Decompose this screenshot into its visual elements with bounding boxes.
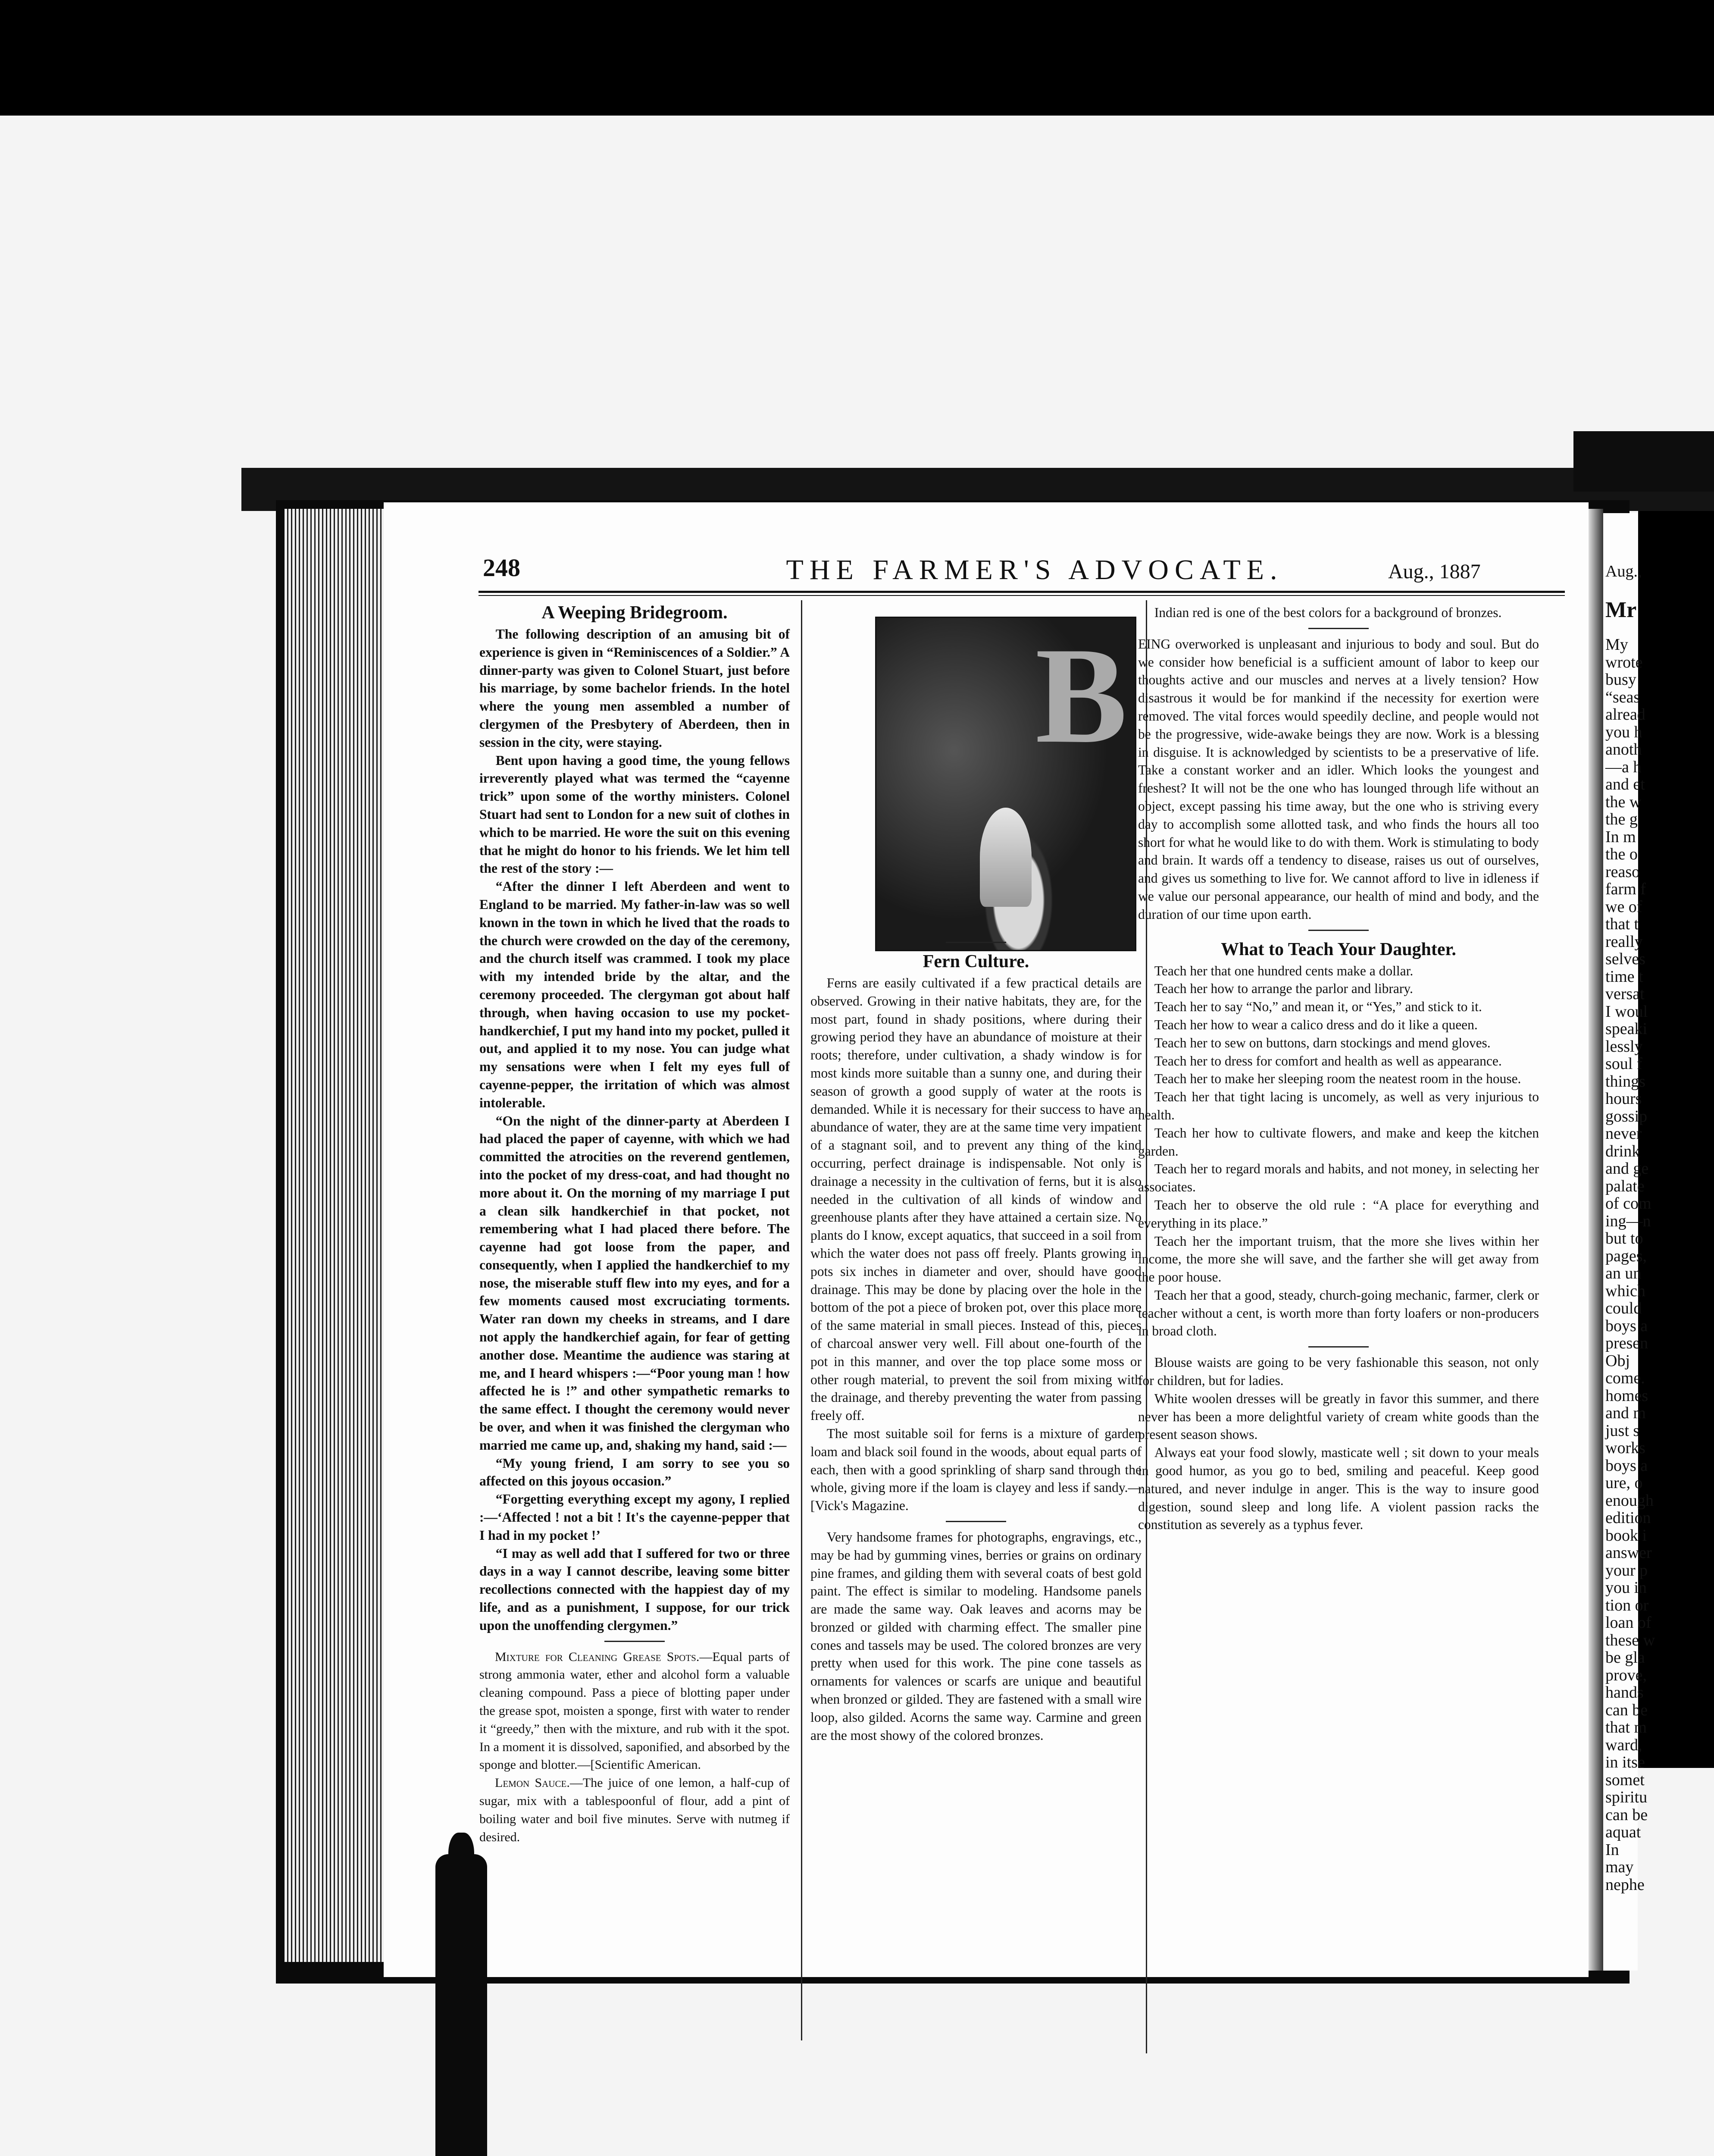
separator <box>946 1521 1006 1522</box>
right-page-fragment: come. <box>1605 1369 1645 1387</box>
right-page-fragment: palate <box>1605 1177 1645 1195</box>
column-1 <box>479 600 790 1846</box>
book-gutter <box>1589 509 1603 1971</box>
right-page-fragment: In <box>1605 1840 1619 1859</box>
right-page-fragment: works <box>1605 1439 1645 1457</box>
right-page-fragment: hands <box>1605 1683 1644 1702</box>
right-page-fragment: loan of <box>1605 1614 1651 1632</box>
fern-body <box>810 974 1142 1515</box>
right-page-fragment: gossip <box>1605 1107 1648 1125</box>
list-item: Teach her that a good, steady, church-going mechanic, farmer, clerk or teacher without a cent, is worth more than forty loafers or non-producers in broad cloth. <box>1138 1287 1539 1339</box>
right-page-fragment: versat <box>1605 985 1645 1003</box>
list-item: Teach her to make her sleeping room the neatest room in the house. <box>1154 1071 1521 1087</box>
right-page-fragment: lessly <box>1605 1037 1643 1056</box>
right-page-fragment: we of <box>1605 897 1642 916</box>
right-page-fragment: “seas <box>1605 688 1640 706</box>
right-page-fragment: anoth <box>1605 740 1642 758</box>
list-item: Teach her that one hundred cents make a dollar. <box>1154 963 1414 978</box>
header-rule-thin <box>479 595 1565 596</box>
right-page-fragment: somet <box>1605 1771 1645 1789</box>
right-page-fragment: could <box>1605 1299 1642 1317</box>
daughter-title: What to Teach Your Daughter. <box>1221 939 1456 959</box>
right-page-fragment: boys a <box>1605 1316 1648 1335</box>
daughter-list <box>1138 962 1539 1341</box>
right-page-fragment: you h <box>1605 723 1642 741</box>
work-text: EING overworked is unpleasant and injurious to body and soul. But do we consider how beneficial is a sufficient amount of labor to keep our thoughts active and our muscles and nerves at a lively tension? How disastrous it would be for mankind if the necessity for exertion were removed. The vital forces would speedily decline, and people would not be the progressive, wide-awake beings they are now. Work is a blessing in disguise. It is acknowledged by scientists to be a preservative of life. Take a constant worker and an idler. Which looks the youngest and freshest? It will not be the one who has lounged through life without an object, except passing his time away, but the one who is striving every day to accomplish some allotted task, and who finds the hours all too short for what he would like to do with them. Work is stimulating to body and brain. It wards off a tendency to disease, raises us out of ourselves, and gives us something to live for. We cannot afford to live in idleness if we value our personal appearance, our health of mind and body, and the duration of our time upon earth. <box>1138 636 1539 922</box>
clip <box>435 1854 487 2156</box>
right-page-fragment: of com <box>1605 1194 1651 1213</box>
right-page-fragment: —a h <box>1605 758 1642 776</box>
right-page-fragment: can be <box>1605 1805 1648 1824</box>
blouse-text: Blouse waists are going to be very fashionable this season, not only for children, but for ladies. <box>1138 1355 1539 1388</box>
right-page-fragment: edition <box>1605 1509 1651 1527</box>
list-item: Teach her to say “No,” and mean it, or “Yes,” and stick to it. <box>1154 999 1482 1015</box>
paragraph: “On the night of the dinner-party at Aberdeen I had placed the paper of cayenne, with which we had committed the atrocities on the reverend gentlemen, into the pocket of my dress-coat, and had thought no more about it. On the morning of my marriage I put a clean silk handkerchief in that pocket, not remembering what I had placed there before. The cayenne had got loose from the paper, and consequently, when I applied the handkerchief to my nose, the miserable stuff flew into my eyes, and for a few moments caused most excruciating torments. Water ran down my cheeks in streams, and I dare not apply the handkerchief again, for fear of getting another dose. Meantime the audience was staring at me, and I heard whispers :—“Poor young man ! how affected he is !” and other sympathetic remarks to the same effect. I thought the ceremony would never be over, and when it was finished the clergyman who married me came up, and, shaking my hand, said :— <box>479 1113 790 1453</box>
right-page-fragment: ing—n <box>1605 1212 1651 1230</box>
right-page-fragment: alread <box>1605 705 1645 724</box>
separator <box>604 1641 665 1642</box>
right-page-fragment: aquat <box>1605 1823 1641 1841</box>
page-number: 248 <box>483 554 520 582</box>
right-page-fragment: Obj <box>1605 1351 1630 1370</box>
right-page-fragment: ure, o <box>1605 1474 1643 1492</box>
issue-date: Aug., 1887 <box>1388 560 1481 583</box>
right-page-fragment: In m <box>1605 827 1636 846</box>
list-item: Teach her that tight lacing is uncomely, as well as very injurious to health. <box>1138 1089 1539 1122</box>
frames-text: Very handsome frames for photographs, engravings, etc., may be had by gumming vines, berries or grains on ordinary pine frames, and gilding them with several coats of best gold paint. The effect is similar to modeling. Handsome panels are made the same way. Oak leaves and acorns may be bronzed or gilded with charming effect. The smaller pine cones and tassels may be used. The colored bronzes are very pretty when used for this work. The pine cone tassels as ornaments for valences or scarfs are unique and beautiful when bronzed or gilded. They are fastened with a small wire loop, also gilded. Acorns the same way. Carmine and green are the most showy of the colored bronzes. <box>810 1529 1142 1743</box>
right-page-fragment: your p <box>1605 1561 1648 1579</box>
right-page-fragment: things <box>1605 1072 1645 1091</box>
grease-title: Mixture for Cleaning Grease Spots. <box>495 1649 700 1664</box>
right-page-fragment: spiritu <box>1605 1788 1648 1806</box>
right-page-fragment: may <box>1605 1858 1634 1876</box>
right-page-fragment: soul f <box>1605 1055 1642 1073</box>
list-item: Teach her to dress for comfort and health as well as appearance. <box>1154 1053 1502 1069</box>
list-item: Teach her how to wear a calico dress and do it like a queen. <box>1154 1017 1478 1032</box>
list-item: Teach her how to arrange the parlor and library. <box>1154 981 1413 997</box>
right-page-fragment: that t <box>1605 915 1639 933</box>
right-page-fragment: speaki <box>1605 1020 1648 1038</box>
lemon-title: Lemon Sauce. <box>495 1776 570 1790</box>
list-item: Teach her how to cultivate flowers, and make and keep the kitchen garden. <box>1138 1125 1539 1159</box>
right-page-fragment: never <box>1605 1125 1642 1143</box>
paragraph: The following description of an amusing bit of experience is given in “Reminiscences of a Soldier.” A dinner-party was given to Colonel Stuart, just before his marriage, by some bachelor friends. In the hotel where the young men assembled a number of clergymen of the Presbytery of Aberdeen, then in session in the city, were staying. <box>479 627 790 750</box>
list-item: Teach her the important truism, that the more she lives within her income, the more she will save, and the farther she will get away from the poor house. <box>1138 1233 1539 1285</box>
page-edges <box>285 509 384 1962</box>
right-page-fragment: can be <box>1605 1701 1648 1719</box>
paragraph: “I may as well add that I suffered for two or three days in a way I cannot describe, leaving some bitter recollections connected with the happiest day of my life, and as a punishment, I suppose, for our trick upon the unoffending clergymen.” <box>479 1545 790 1633</box>
right-page-fragment: and ge <box>1605 1159 1649 1178</box>
margin-shadow <box>1638 474 1714 1768</box>
right-page-fragment: and m <box>1605 1404 1646 1422</box>
right-page-fragment: that m <box>1605 1718 1647 1736</box>
right-page-fragment: reaso <box>1605 862 1640 881</box>
right-page-fragment: tion or <box>1605 1596 1649 1614</box>
lemon-text: —The juice of one lemon, a half-cup of sugar, mix with a tablespoonful of flour, add a pint of boiling water and boil five minutes. Serve with nutmeg if desired. <box>479 1776 790 1844</box>
right-page-fragment: the o <box>1605 845 1638 863</box>
right-page-fragment: Mr <box>1605 598 1637 622</box>
right-page-fragment: selves <box>1605 950 1645 968</box>
fountain-image <box>980 808 1032 907</box>
right-page-fragment: really <box>1605 932 1643 951</box>
column-3 <box>1138 604 1539 1534</box>
right-page-fragment: pages, <box>1605 1247 1647 1265</box>
right-page-fragment: the g <box>1605 810 1638 828</box>
right-page-fragment: enough <box>1605 1491 1654 1510</box>
right-page-fragment: hours <box>1605 1090 1642 1108</box>
right-page-fragment: and et <box>1605 775 1645 793</box>
right-page-fragment: drink <box>1605 1142 1640 1160</box>
right-page-fragment: which <box>1605 1282 1645 1300</box>
book-shadow-corner <box>1573 431 1714 492</box>
food-text: Always eat your food slowly, masticate well ; sit down to your meals in good humor, as you go to bed, smiling and peaceful. Keep good natured, and never indulge in anger. This is the way to insure good digestion, sound sleep and long life. A violent passion racks the constitution as severely as a typhus fever. <box>1138 1445 1539 1532</box>
right-page-fragment: just s <box>1605 1421 1640 1440</box>
right-page-fragment: farm f <box>1605 880 1646 898</box>
right-page-fragment: My <box>1605 636 1628 654</box>
paragraph: “After the dinner I left Aberdeen and went to England to be married. My father-in-law was so well known in the town in which he lived that the roads to the church were crowded on the day of the ceremony, and the church itself was crammed. I took my place with my intended bride by the altar, and the ceremony proceeded. The clergyman got about half through, when having occasion to use my pocket-handkerchief, I put my hand into my pocket, pulled it out, and applied it to my nose. You can judge what my sensations were when I felt my eyes full of cayenne-pepper, the irritation of which was almost intolerable. <box>479 879 790 1110</box>
right-page-fragment: Aug., <box>1605 562 1642 580</box>
right-page-fragment: I woul <box>1605 1002 1648 1021</box>
paragraph: Ferns are easily cultivated if a few practical details are observed. Growing in their native habitats, they are, for the most part, found in shady positions, where during their growing period they have an abundance of moisture at their roots; therefore, under cultivation, a shady window is for most kinds more suitable than a sunny one, and during their season of growth a good supply of water at the roots is demanded. While it is necessary for their success to have an abundance of water, they are at the same time very impatient of a stagnant soil, and to prevent any thing of the kind occurring, perfect drainage is indispensable. Not only is drainage a necessity in the cultivation of ferns, but it is also needed in the cultivation of all kinds of window and greenhouse plants after they have attained a certain size. No plants do I know, except aquatics, that succeed in a soil from which the water does not pass off freely. Plants growing in pots six inches in diameter and over, should have good drainage. This may be done by placing over the hole in the bottom of the pot a piece of broken pot, over this place more of the same material in small pieces. Instead of this, pieces of charcoal answer very well. Fill about one-fourth of the pot in this manner, and over the top place some moss or other rough material, to prevent the soil from mixing with the drainage, and thereby preventing the water from passing freely off. <box>810 975 1142 1423</box>
right-page-fragment: prove, <box>1605 1666 1647 1684</box>
separator <box>1308 1346 1369 1348</box>
right-page-fragment: busy <box>1605 671 1636 689</box>
right-page-fragment: be gla <box>1605 1648 1645 1667</box>
header-rule <box>479 591 1565 593</box>
list-item: Teach her to sew on buttons, darn stockings and mend gloves. <box>1154 1035 1491 1050</box>
paragraph: “My young friend, I am sorry to see you so affected on this joyous occasion.” <box>479 1455 790 1489</box>
list-item: Teach her to observe the old rule : “A place for everything and everything in its place.” <box>1138 1197 1539 1231</box>
right-page-fragment: boys a <box>1605 1456 1648 1475</box>
right-page-fragment: but to <box>1605 1229 1643 1247</box>
separator <box>1308 930 1369 931</box>
right-page-fragment: ward, <box>1605 1736 1642 1754</box>
right-page-fragment: the w <box>1605 793 1642 811</box>
right-page-fragment: in itse <box>1605 1753 1645 1771</box>
right-page-fragment: these w <box>1605 1631 1655 1649</box>
fern-illustration <box>875 617 1136 951</box>
article-body <box>479 625 790 1635</box>
paragraph: “Forgetting everything except my agony, I replied :—‘Affected ! not a bit ! It's the cayenne-pepper that I had in my pocket !’ <box>479 1492 790 1543</box>
grease-text: —Equal parts of strong ammonia water, ether and alcohol form a valuable cleaning compound. Pass a piece of blotting paper under the grease spot, moisten a sponge, first with water to render it “greedy,” then with the mixture, and rub with it the spot. In a moment it is dissolved, saponified, and absorbed by the sponge and blotter.—[Scientific American. <box>479 1649 790 1772</box>
right-page-fragment: presen <box>1605 1334 1648 1352</box>
paragraph: The most suitable soil for ferns is a mixture of garden loam and black soil found in the woods, about equal parts of each, then with a good sprinkling of sharp sand through the whole, giving more if the loam is clayey and less if sandy.—[Vick's Magazine. <box>810 1426 1142 1514</box>
column-rule-1 <box>801 600 802 2040</box>
right-page-fragment: an un <box>1605 1264 1642 1282</box>
right-page-fragment: you in <box>1605 1579 1647 1597</box>
separator <box>946 942 1006 943</box>
right-page-fragment: homes <box>1605 1386 1648 1405</box>
column-2 <box>810 936 1142 1744</box>
right-page-fragment: nephe <box>1605 1875 1645 1894</box>
list-item: Teach her to regard morals and habits, and not money, in selecting her associates. <box>1138 1161 1539 1195</box>
separator <box>1308 628 1369 629</box>
woolen-text: White woolen dresses will be greatly in favor this summer, and there never has been a more delightful variety of cream white goods than the present season shows. <box>1138 1391 1539 1442</box>
masthead: THE FARMER'S ADVOCATE. <box>786 554 1283 586</box>
bronze-text: Indian red is one of the best colors for a background of bronzes. <box>1154 605 1502 620</box>
right-page-fragment: time t <box>1605 967 1643 986</box>
right-page-fragment: wrote <box>1605 653 1643 671</box>
article-title: A Weeping Bridegroom. <box>541 603 728 623</box>
paragraph: Bent upon having a good time, the young fellows irreverently played what was termed the “cayenne trick” upon some of the worthy ministers. Colonel Stuart had sent to London for a new suit of clothes in which to be married. He wore the suit on this evening that he might do honor to his friends. We let him tell the rest of the story :— <box>479 752 790 876</box>
right-page-fragment: answer <box>1605 1544 1652 1562</box>
drop-cap-letter: B <box>1035 619 1127 772</box>
fern-title: Fern Culture. <box>923 952 1029 971</box>
right-page-fragment: book i <box>1605 1526 1647 1545</box>
